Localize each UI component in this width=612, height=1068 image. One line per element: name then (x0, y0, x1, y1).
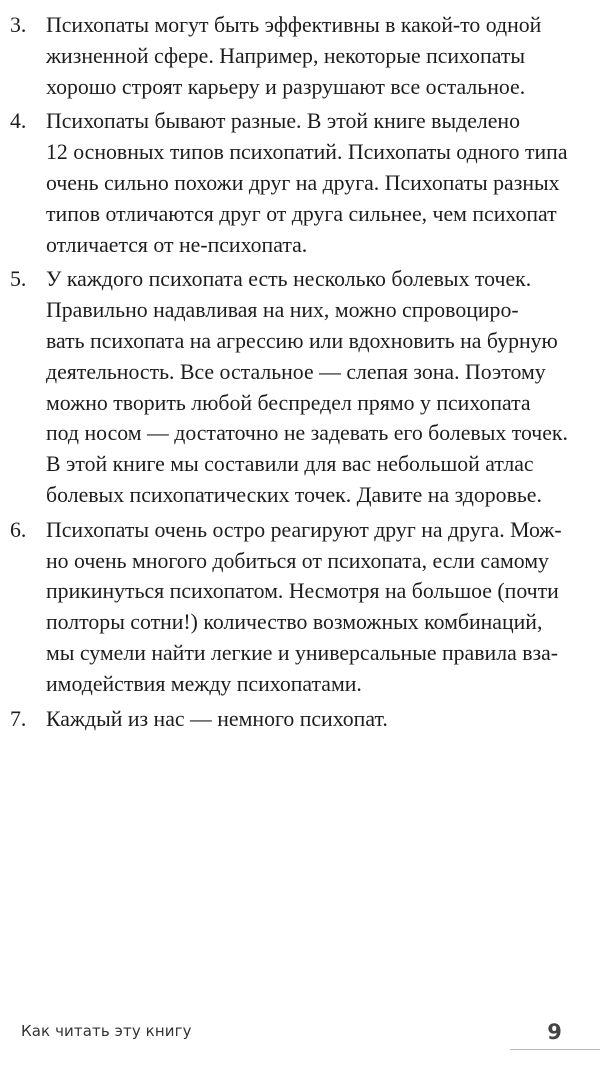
list-item-number: 7. (10, 706, 27, 731)
text-line: Психопаты очень остро реагируют друг на друга. Мож- (46, 517, 562, 542)
text-line: Каждый из нас — немного психопат. (46, 706, 388, 731)
text-line: 12 основных типов психопатий. Психопаты одного типа (46, 140, 568, 165)
text-line: типов отличаются друг от друга сильнее, чем психопат (46, 201, 557, 226)
list-item (10, 106, 600, 260)
text-line: очень сильно похожи друг на друга. Психопаты разных (46, 170, 560, 195)
text-line: деятельность. Все остальное — слепая зона. Поэтому (46, 359, 546, 384)
text-line: мы сумели найти легкие и универсальные правила вза- (46, 640, 559, 665)
text-line: отличается от не-психопата. (46, 232, 308, 257)
text-line: вать психопата на агрессию или вдохновить на бурную (46, 328, 558, 353)
list-item-number: 5. (10, 267, 27, 292)
list-item (10, 10, 600, 102)
list-item-text (46, 515, 600, 700)
text-line: В этой книге мы составили для вас небольшой атлас (46, 452, 534, 477)
numbered-list (10, 10, 600, 738)
text-line: но очень многого добиться от психопата, если самому (46, 548, 549, 573)
list-item-text (46, 264, 600, 510)
text-line: можно творить любой беспредел прямо у психопата (46, 390, 531, 415)
page-footer (21, 1012, 600, 1050)
list-item-number: 4. (10, 109, 27, 134)
list-item-text (46, 106, 600, 260)
list-item-number: 3. (10, 13, 27, 37)
text-line: прикинуться психопатом. Несмотря на большое (почти (46, 579, 559, 604)
list-item-number: 6. (10, 517, 27, 542)
list-item-text (46, 704, 600, 735)
page-number-rule (510, 1049, 600, 1050)
text-line: жизненной сфере. Например, некоторые психопаты (46, 43, 525, 68)
text-line: хорошо строят карьеру и разрушают все остальное. (46, 74, 526, 99)
text-line: под носом — достаточно не задевать его болевых точек. (46, 421, 568, 446)
text-line: Правильно надавливая на них, можно спровоциро- (46, 298, 519, 323)
page-number: 9 (547, 1020, 562, 1044)
text-line: полторы сотни!) количество возможных комбинаций, (46, 610, 543, 635)
text-line: У каждого психопата есть несколько болевых точек. (46, 267, 532, 292)
list-item (10, 264, 600, 510)
text-line: Психопаты могут быть эффективны в какой-то одной (46, 13, 542, 37)
text-line: Психопаты бывают разные. В этой книге выделено (46, 109, 520, 134)
text-line: болевых психопатических точек. Давите на здоровье. (46, 482, 542, 507)
running-footer-title: Как читать эту книгу (21, 1022, 192, 1040)
list-item (10, 704, 600, 735)
list-item-text (46, 10, 600, 102)
text-line: имодействия между психопатами. (46, 671, 362, 696)
list-item (10, 515, 600, 700)
